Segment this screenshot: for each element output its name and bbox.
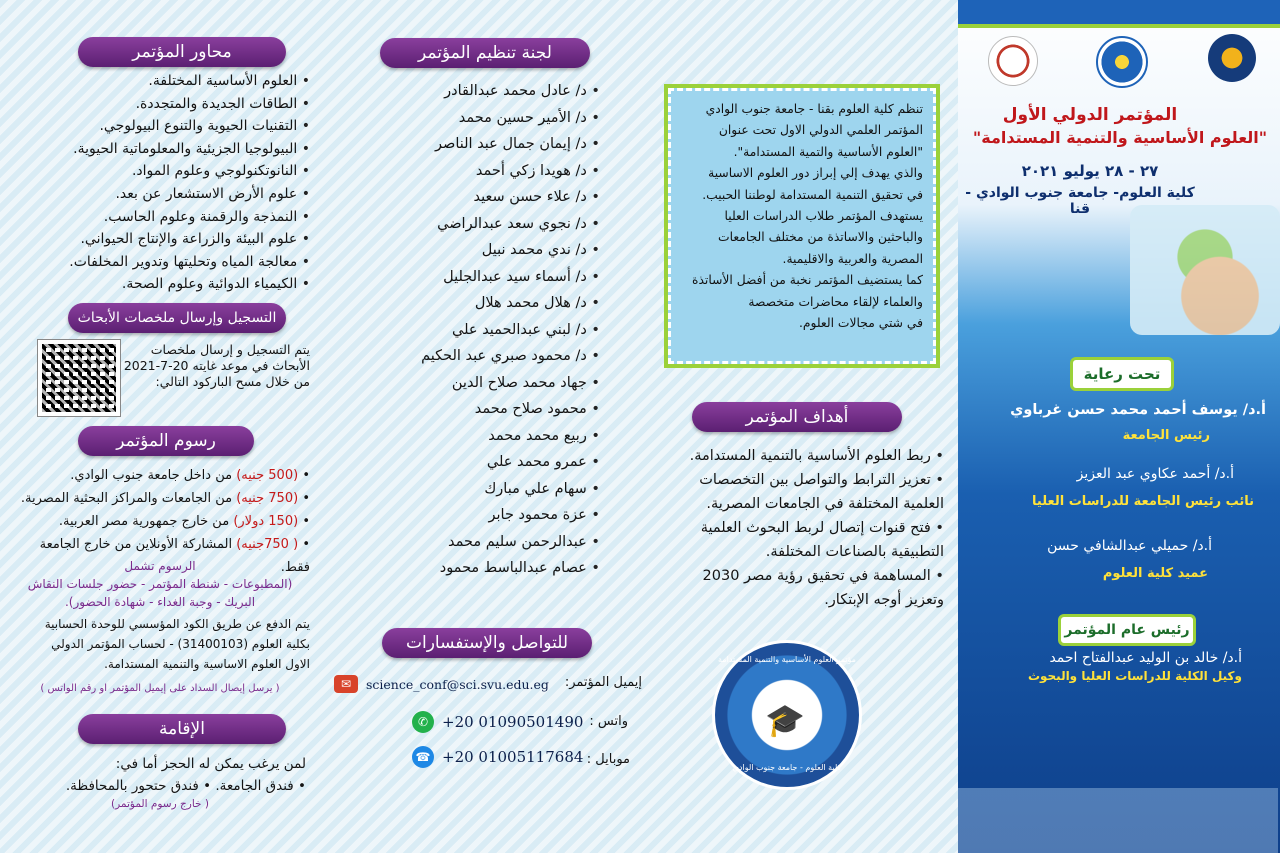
cover-top-strip xyxy=(958,0,1280,24)
emblem-bottom-text: كلية العلوم - جامعة جنوب الوادي xyxy=(732,763,842,772)
committee-member: • د/ ندي محمد نبيل xyxy=(340,237,600,264)
intro-line: "العلوم الأساسية والتمية المستدامة". xyxy=(733,144,923,159)
axis-item: • البيولوجيا الجزيئية والمعلوماتية الحيوية. xyxy=(10,138,310,161)
committee-member: • ربيع محمد محمد xyxy=(340,423,600,450)
committee-member: • عزة محمود جابر xyxy=(340,502,600,529)
fee-amount: (150 دولار) xyxy=(233,514,299,529)
column-axes-fees xyxy=(0,0,320,853)
intro-line: والباحثين والاساتذة من مختلف الجامعات xyxy=(718,230,923,245)
sponsor-2-role: نائب رئيس الجامعة للدراسات العليا xyxy=(1032,494,1254,509)
intro-line: تنظم كلية العلوم بقنا - جامعة جنوب الوادي xyxy=(705,102,923,116)
president-role: وكيل الكلية للدراسات العليا والبحوث xyxy=(1027,669,1242,683)
goal-item: • تعزيز الترابط والتواصل بين التخصصات العلمية المختلفة في الجامعات المصرية. xyxy=(662,468,944,516)
committee-member: • عمرو محمد علي xyxy=(340,449,600,476)
whatsapp-label: واتس : xyxy=(589,714,628,729)
intro-box xyxy=(668,88,936,364)
earth-in-hands-image xyxy=(1130,205,1280,335)
registration-header: التسجيل وإرسال ملخصات الأبحاث xyxy=(68,303,286,333)
phone-icon: ☎ xyxy=(412,746,434,768)
intro-line: المؤتمر العلمي الدولي الاول تحت عنوان xyxy=(718,123,923,138)
accommodation-text xyxy=(10,753,306,797)
axis-item: • التقنيات الحيوية والتنوع البيولوجي. xyxy=(10,115,310,138)
goals-header: أهداف المؤتمر xyxy=(692,402,902,432)
committee-member: • د/ محمود صبري عبد الحكيم xyxy=(340,343,600,370)
committee-member: • عصام عبدالباسط محمود xyxy=(340,555,600,582)
fee-amount: (750 جنيه) xyxy=(236,491,299,506)
axis-item: • النمذجة والرقمنة وعلوم الحاسب. xyxy=(10,206,310,229)
committee-member: • محمود صلاح محمد xyxy=(340,396,600,423)
axes-header: محاور المؤتمر xyxy=(78,37,286,67)
president-badge: رئيس عام المؤتمر xyxy=(1058,614,1196,646)
cover-accent-strip xyxy=(958,24,1280,28)
conference-logo xyxy=(1096,36,1148,88)
committee-member: • سهام علي مبارك xyxy=(340,476,600,503)
accommodation-header: الإقامة xyxy=(78,714,286,744)
committee-member: • د/ علاء حسن سعيد xyxy=(340,184,600,211)
accommodation-note: ( خارج رسوم المؤتمر) xyxy=(111,798,209,810)
faculty-of-science-logo xyxy=(988,36,1038,86)
mobile-label: موبايل : xyxy=(586,752,630,767)
payment-line: الاول العلوم الاساسية والتنمية المستدامة. xyxy=(104,657,310,671)
payment-info xyxy=(10,614,310,674)
registration-qr-code[interactable] xyxy=(38,340,120,416)
fee-text: من داخل جامعة جنوب الوادي. xyxy=(70,468,233,483)
committee-member: • د/ عادل محمد عبدالقادر xyxy=(340,78,600,105)
registration-text xyxy=(110,342,310,390)
payment-note: ( يرسل إيصال السداد على إيميل المؤتمر او رقم الواتس ) xyxy=(40,683,280,694)
axis-item: • العلوم الأساسية المختلفة. xyxy=(10,70,310,93)
conference-emblem xyxy=(712,640,862,790)
contact-header: للتواصل والإستفسارات xyxy=(382,628,592,658)
goal-item: • ربط العلوم الأساسية بالتنمية المستدامة. xyxy=(662,444,944,468)
intro-line: في شتي مجالات العلوم. xyxy=(798,316,923,331)
fees-include-line: البريك - وجبة الغداء - شهادة الحضور). xyxy=(64,595,256,609)
intro-line: والعلماء لإلقاء محاضرات متخصصة xyxy=(748,294,923,309)
fee-amount: ( 750جنيه) xyxy=(236,537,299,552)
fee-item: • (150 دولار) من خارج جمهورية مصر العربية. xyxy=(58,514,310,529)
fees-include xyxy=(10,557,310,611)
committee-member: • د/ أسماء سيد عبدالجليل xyxy=(340,264,600,291)
fees-include-title: الرسوم تشمل xyxy=(124,559,196,573)
accommodation-intro: لمن يرغب يمكن له الحجز أما في: xyxy=(115,756,306,772)
president-name: أ.د/ خالد بن الوليد عبدالفتاح احمد xyxy=(1049,650,1242,666)
intro-line: والذي يهدف إلي إبراز دور العلوم الاساسية xyxy=(708,166,923,181)
fee-text: من خارج جمهورية مصر العربية. xyxy=(58,514,230,529)
axis-item: • النانوتكنولوجي وعلوم المواد. xyxy=(10,160,310,183)
south-valley-university-logo xyxy=(1208,34,1256,82)
committee-list xyxy=(340,78,600,582)
intro-line: في تحقيق التنمية المستدامة لوطننا الحبيب. xyxy=(702,187,923,202)
committee-member: • د/ الأمير حسين محمد xyxy=(340,105,600,132)
intro-line: يستهدف المؤتمر طلاب الدراسات العليا xyxy=(724,209,923,224)
goals-list xyxy=(662,444,944,612)
fee-amount: (500 جنيه) xyxy=(236,468,299,483)
email-value[interactable]: science_conf@sci.svu.edu.eg xyxy=(366,676,549,692)
cover-panel xyxy=(958,0,1280,853)
conference-subtitle: "العلوم الأساسية والتنمية المستدامة" xyxy=(972,128,1268,147)
axis-item: • الكيمياء الدوائية وعلوم الصحة. xyxy=(10,273,310,296)
axis-item: • معالجة المياه وتحليتها وتدوير المخلفات. xyxy=(10,251,310,274)
fee-item: • (750 جنيه) من الجامعات والمراكز البحثية المصرية. xyxy=(20,491,310,506)
fee-text: من الجامعات والمراكز البحثية المصرية. xyxy=(20,491,233,506)
registration-line: من خلال مسح الباركود التالي: xyxy=(155,374,310,389)
fees-include-line: (المطبوعات - شنطة المؤتمر - حضور جلسات النقاش xyxy=(27,577,293,591)
axis-item: • علوم البيئة والزراعة والإنتاج الحيواني. xyxy=(10,228,310,251)
whatsapp-value[interactable]: +20 01090501490 xyxy=(442,713,584,731)
committee-member: • د/ هويدا زكي أحمد xyxy=(340,158,600,185)
fee-item: • (500 جنيه) من داخل جامعة جنوب الوادي. xyxy=(70,468,310,483)
axis-item: • علوم الأرض الاستشعار عن بعد. xyxy=(10,183,310,206)
sponsor-1-role: رئيس الجامعة xyxy=(1122,428,1210,443)
axes-list xyxy=(10,70,310,296)
sponsor-2-name: أ.د/ أحمد عكاوي عبد العزيز xyxy=(1076,466,1234,482)
committee-member: • عبدالرحمن سليم محمد xyxy=(340,529,600,556)
intro-line: كما يستضيف المؤتمر نخبة من أفضل الأساتذة xyxy=(692,273,923,288)
sponsor-1-name: أ.د/ يوسف أحمد محمد حسن غرباوي xyxy=(1010,402,1266,418)
mobile-row[interactable] xyxy=(412,746,583,768)
fee-item: • ( 750جنيه) المشاركة الأونلاين من خارج الجامعة فقط. xyxy=(39,537,310,575)
green-city-illustration xyxy=(958,760,1278,853)
payment-line: يتم الدفع عن طريق الكود المؤسسي للوحدة الحسابية xyxy=(44,617,310,631)
intro-line: المصرية والعربية والاقليمية. xyxy=(782,251,923,266)
registration-line: يتم التسجيل و إرسال ملخصات xyxy=(150,342,310,357)
accommodation-options: • فندق الجامعة. • فندق حتحور بالمحافظة. xyxy=(65,778,306,794)
axis-item: • الطاقات الجديدة والمتجددة. xyxy=(10,93,310,116)
intro-text xyxy=(681,99,923,334)
conference-venue: كلية العلوم- جامعة جنوب الوادي - قنا xyxy=(965,185,1195,217)
committee-member: • د/ نجوي سعد عبدالراضي xyxy=(340,211,600,238)
whatsapp-row[interactable] xyxy=(412,711,583,733)
conference-dates: ٢٧ - ٢٨ يوليو ٢٠٢١ xyxy=(1021,162,1159,180)
whatsapp-icon: ✆ xyxy=(412,711,434,733)
payment-line: بكلية العلوم (31400103) - لحساب المؤتمر الدولي xyxy=(51,637,310,651)
mobile-value[interactable]: +20 01005117684 xyxy=(442,748,584,766)
graduation-cap-icon: 🎓 xyxy=(765,701,805,739)
committee-header: لجنة تنظيم المؤتمر xyxy=(380,38,590,68)
email-row[interactable] xyxy=(334,675,549,693)
patronage-badge: تحت رعاية xyxy=(1070,357,1174,391)
emblem-ring-text: مؤتمر العلوم الأساسية والتنمية المستدامة xyxy=(718,655,856,664)
fee-text: المشاركة الأونلاين من خارج الجامعة فقط. xyxy=(39,537,310,575)
committee-member: • جهاد محمد صلاح الدين xyxy=(340,370,600,397)
committee-member: • د/ لبني عبدالحميد علي xyxy=(340,317,600,344)
email-label: إيميل المؤتمر: xyxy=(564,675,642,690)
committee-member: • د/ هلال محمد هلال xyxy=(340,290,600,317)
column-intro-goals xyxy=(640,0,958,853)
committee-member: • د/ إيمان جمال عبد الناصر xyxy=(340,131,600,158)
column-committee-contact xyxy=(320,0,640,853)
sponsor-3-role: عميد كلية العلوم xyxy=(1102,566,1208,581)
sponsor-3-name: أ.د/ حميلي عبدالشافي حسن xyxy=(1047,538,1212,554)
registration-line: الأبحاث في موعد غايته 20-7-2021 xyxy=(123,358,310,373)
goal-item: • المساهمة في تحقيق رؤية مصر 2030 وتعزيز أوجه الإبتكار. xyxy=(662,564,944,612)
fees-header: رسوم المؤتمر xyxy=(78,426,254,456)
goal-item: • فتح قنوات إتصال لربط البحوث العلمية التطبيقية بالصناعات المختلفة. xyxy=(662,516,944,564)
envelope-icon: ✉ xyxy=(334,675,358,693)
conference-title: المؤتمر الدولي الأول xyxy=(1002,105,1178,125)
